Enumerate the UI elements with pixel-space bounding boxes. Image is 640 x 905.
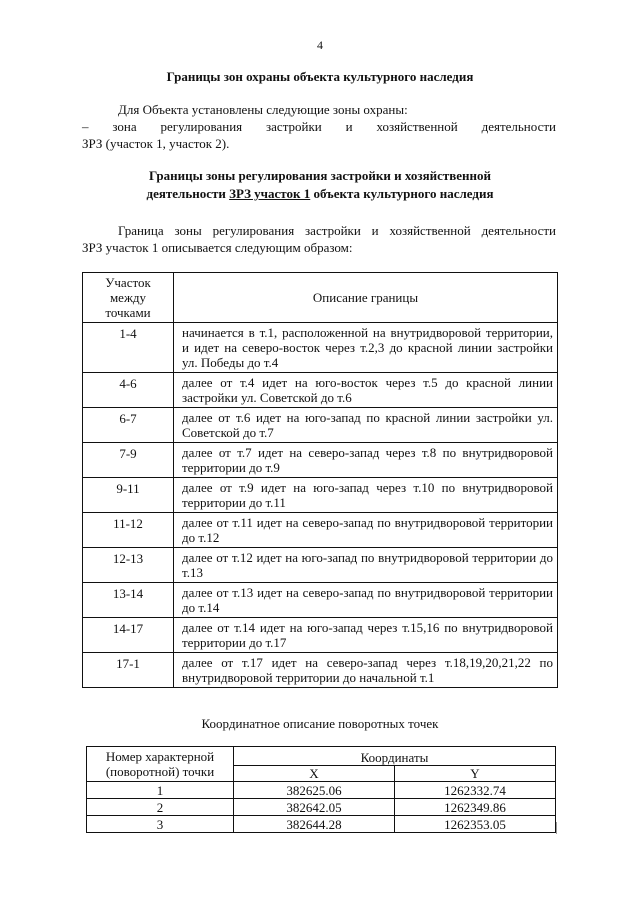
col-section-header xyxy=(83,273,174,323)
zones-intro: Для Объекта установлены следующие зоны охраны: xyxy=(118,102,408,117)
col-point-header-line2: (поворотной) точки xyxy=(105,764,215,779)
coordinates-table xyxy=(86,746,556,833)
table-row xyxy=(83,618,558,653)
col-description-header: Описание границы xyxy=(174,273,558,323)
section-cell: 14-17 xyxy=(83,618,174,653)
description-cell: далее от т.9 идет на юго-запад через т.10 по внутридворовой территории до т.11 xyxy=(174,478,558,513)
col-x-header: X xyxy=(234,766,395,782)
section-cell: 9-11 xyxy=(83,478,174,513)
col-section-header-line2: между xyxy=(109,290,147,305)
zones-heading: Границы зон охраны объекта культурного наследия xyxy=(166,69,474,84)
description-cell: далее от т.4 идет на юго-восток через т.5 до красной линии застройки ул. Советской до т.6 xyxy=(174,373,558,408)
table-row xyxy=(83,653,558,688)
coordinates-caption: Координатное описание поворотных точек xyxy=(201,716,439,731)
coord-x-cell: 382642.05 xyxy=(234,799,395,816)
col-section-header-line3: точками xyxy=(105,305,151,320)
description-cell: далее от т.13 идет на северо-запад по внутридворовой территории до т.14 xyxy=(174,583,558,618)
table-row xyxy=(87,799,556,816)
zone-bullet-line2: ЗРЗ (участок 1, участок 2). xyxy=(82,136,230,151)
section-cell: 1-4 xyxy=(83,323,174,373)
col-point-header xyxy=(87,747,234,782)
table-row xyxy=(83,548,558,583)
section-cell: 11-12 xyxy=(83,513,174,548)
table-row xyxy=(83,323,558,373)
section-cell: 13-14 xyxy=(83,583,174,618)
table-row xyxy=(83,443,558,478)
zrz-heading-post: объекта культурного наследия xyxy=(310,186,494,201)
zrz-heading-underlined: ЗРЗ участок 1 xyxy=(229,186,311,201)
section-cell: 4-6 xyxy=(83,373,174,408)
point-number-cell: 1 xyxy=(87,782,234,799)
zone-bullet-line1: – зона регулирования застройки и хозяйственной деятельности xyxy=(82,119,556,134)
point-number-cell: 3 xyxy=(87,816,234,833)
table-row xyxy=(83,478,558,513)
table-row xyxy=(87,782,556,799)
page-number: 4 xyxy=(317,38,323,52)
table-row xyxy=(83,583,558,618)
description-cell: далее от т.6 идет на юго-запад по красной линии застройки ул. Советской до т.7 xyxy=(174,408,558,443)
zrz-heading-pre: деятельности xyxy=(146,186,230,201)
col-section-header-line1: Участок xyxy=(105,275,151,290)
zrz-heading-line2 xyxy=(0,185,640,203)
margin-mark xyxy=(556,822,557,834)
table-row xyxy=(83,513,558,548)
section-cell: 17-1 xyxy=(83,653,174,688)
zrz-para-line2: ЗРЗ участок 1 описывается следующим образом: xyxy=(82,240,353,255)
coord-x-cell: 382625.06 xyxy=(234,782,395,799)
section-cell: 6-7 xyxy=(83,408,174,443)
coordinates-header-row1 xyxy=(87,747,556,766)
description-cell: далее от т.17 идет на северо-запад через т.18,19,20,21,22 по внутридворовой территории до начальной т.1 xyxy=(174,653,558,688)
section-cell: 12-13 xyxy=(83,548,174,583)
table-row xyxy=(83,408,558,443)
boundary-table-header xyxy=(83,273,558,323)
table-row xyxy=(87,816,556,833)
coord-y-cell: 1262353.05 xyxy=(395,816,556,833)
col-coordinates-header: Координаты xyxy=(234,747,556,766)
zrz-para-line1: Граница зоны регулирования застройки и хозяйственной деятельности xyxy=(118,223,556,238)
col-y-header: Y xyxy=(395,766,556,782)
description-cell: начинается в т.1, расположенной на внутридворовой территории, и идет на северо-восток через т.2,3 до красной линии застройки ул. Победы до т.4 xyxy=(174,323,558,373)
description-cell: далее от т.7 идет на северо-запад через т.8 по внутридворовой территории до т.9 xyxy=(174,443,558,478)
description-cell: далее от т.14 идет на юго-запад через т.15,16 по внутридворовой территории до т.17 xyxy=(174,618,558,653)
point-number-cell: 2 xyxy=(87,799,234,816)
boundary-table xyxy=(82,272,558,688)
coord-x-cell: 382644.28 xyxy=(234,816,395,833)
coord-y-cell: 1262332.74 xyxy=(395,782,556,799)
table-row xyxy=(83,373,558,408)
coord-y-cell: 1262349.86 xyxy=(395,799,556,816)
description-cell: далее от т.11 идет на северо-запад по внутридворовой территории до т.12 xyxy=(174,513,558,548)
col-point-header-line1: Номер характерной xyxy=(105,749,215,764)
description-cell: далее от т.12 идет на юго-запад по внутридворовой территории до т.13 xyxy=(174,548,558,583)
section-cell: 7-9 xyxy=(83,443,174,478)
zrz-heading-line1: Границы зоны регулирования застройки и хозяйственной xyxy=(148,168,492,183)
